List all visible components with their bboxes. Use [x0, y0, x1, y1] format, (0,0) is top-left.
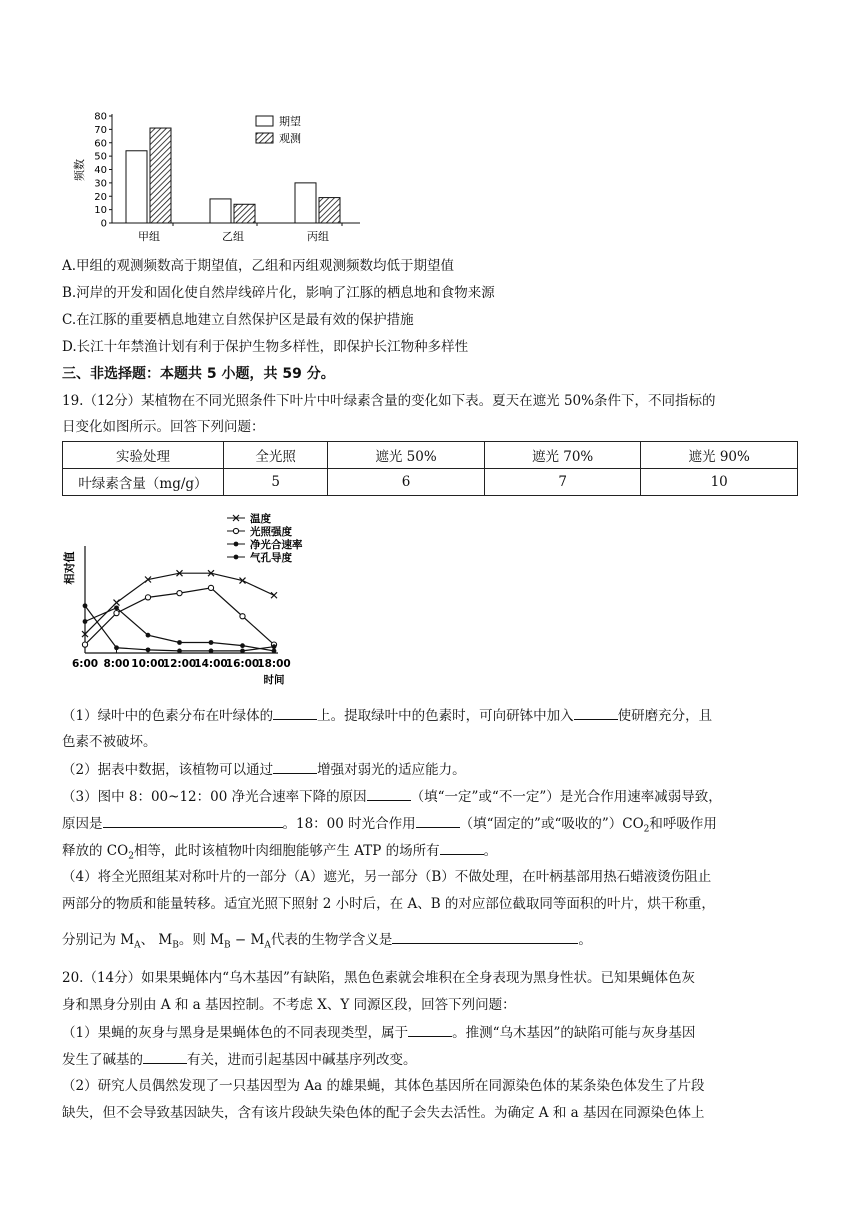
- x-tick-label: 12:00: [162, 658, 197, 670]
- text: （3）图中 8：00~12：00 净光合速率下降的原因: [62, 789, 367, 805]
- legend-marker: [234, 555, 239, 560]
- chlorophyll-table: [62, 441, 798, 496]
- legend-marker: [233, 528, 238, 533]
- q19-part1-line1: [62, 705, 712, 726]
- x-tick-label: 8:00: [103, 658, 130, 670]
- y-tick-label: 60: [94, 138, 107, 150]
- data-point: [145, 595, 150, 600]
- y-axis-label: 相对值: [63, 551, 76, 585]
- table-cell: 遮光 90%: [641, 442, 798, 469]
- option-d: D.长江十年禁渔计划有利于保护生物多样性，即保护长江物种多样性: [62, 339, 469, 355]
- legend-label: 气孔导度: [250, 552, 292, 564]
- y-tick-label: 40: [94, 165, 107, 176]
- x-tick-label: 6:00: [71, 658, 99, 670]
- text: − M: [230, 932, 265, 948]
- q20-stem-2: 身和黑身分别由 A 和 a 基因控制。不考虑 X、Y 同源区段，回答下列问题：: [62, 997, 516, 1013]
- subscript: B: [224, 940, 231, 951]
- q19-part3-line2: [62, 813, 717, 840]
- q20-part2-line1: （2）研究人员偶然发现了一只基因型为 Aa 的雄果蝇，其体色基因所在同源染色体的某条染色体发生了片段: [62, 1078, 705, 1094]
- answer-blank[interactable]: [574, 705, 618, 720]
- answer-blank[interactable]: [440, 840, 484, 855]
- table-cell: 叶绿素含量（mg/g）: [63, 469, 224, 496]
- text: 分别记为 M: [62, 932, 135, 948]
- data-point: [208, 585, 213, 590]
- table-row: [63, 469, 798, 496]
- text: 发生了碱基的: [62, 1052, 143, 1068]
- option-b: B.河岸的开发和固化使自然岸线碎片化，影响了江豚的栖息地和食物来源: [62, 285, 495, 301]
- data-point: [209, 649, 214, 654]
- x-tick-label: 甲组: [138, 230, 160, 243]
- q19-part4-line2: 两部分的物质和能量转移。适宜光照下照射 2 小时后，在 A、B 的对应部位截取同等面积的叶片，烘干称重，: [62, 896, 715, 912]
- data-point: [209, 640, 214, 645]
- x-tick-label: 丙组: [307, 230, 329, 243]
- series-line: [85, 573, 274, 634]
- text: 原因是: [62, 816, 103, 832]
- answer-blank[interactable]: [143, 1049, 187, 1064]
- y-tick-label: 10: [94, 205, 107, 217]
- legend-marker: [234, 542, 239, 547]
- text: 有关，进而引起基因中碱基序列改变。: [187, 1052, 417, 1068]
- q20-part1-line1: [62, 1022, 695, 1043]
- table-cell: 7: [484, 469, 641, 496]
- legend-label: 温度: [250, 513, 271, 525]
- table-header-row: [63, 442, 798, 469]
- line-chart: [55, 508, 325, 693]
- data-point: [114, 611, 119, 616]
- answer-blank[interactable]: [416, 813, 460, 828]
- q19-part3-line3: [62, 840, 497, 867]
- data-point: [82, 642, 87, 647]
- table-cell: 实验处理: [63, 442, 224, 469]
- answer-blank[interactable]: [273, 759, 317, 774]
- table-cell: 5: [224, 469, 328, 496]
- bar-chart: [60, 104, 380, 244]
- option-a: A.甲组的观测频数高于期望值，乙组和丙组观测频数均低于期望值: [62, 258, 455, 274]
- y-tick-label: 70: [94, 124, 107, 136]
- data-point: [114, 645, 119, 650]
- text: 和呼吸作用: [649, 816, 717, 832]
- answer-blank[interactable]: [408, 1022, 452, 1037]
- data-point: [177, 640, 182, 645]
- x-tick-label: 16:00: [225, 658, 260, 670]
- legend-swatch: [256, 133, 273, 143]
- data-point: [272, 649, 277, 654]
- data-point: [83, 619, 88, 624]
- x-axis-label: 时间: [263, 674, 285, 686]
- x-tick-label: 10:00: [131, 658, 165, 670]
- text: 。18：00 时光合作用: [282, 816, 416, 832]
- data-point: [177, 649, 182, 654]
- q19-part3-line1: [62, 786, 722, 807]
- q19-part4-line1: （4）将全光照组某对称叶片的一部分（A）遮光，另一部分（B）不做处理，在叶柄基部用热石蜡液烫伤阻止: [62, 869, 712, 885]
- answer-blank[interactable]: [103, 813, 283, 828]
- text: 。: [578, 932, 592, 948]
- section-title: 三、非选择题：本题共 5 小题，共 59 分。: [62, 366, 335, 382]
- text: （2）据表中数据，该植物可以通过: [62, 762, 274, 778]
- bar: [295, 183, 316, 223]
- legend-swatch: [256, 116, 273, 126]
- y-tick-label: 50: [94, 151, 107, 163]
- data-point: [240, 614, 245, 619]
- answer-blank[interactable]: [273, 705, 317, 720]
- bar: [126, 151, 147, 223]
- q19-stem-2: 日变化如图所示。回答下列问题：: [62, 419, 265, 435]
- text: 上。提取绿叶中的色素时，可向研钵中加入: [317, 708, 574, 724]
- table-cell: 全光照: [224, 442, 328, 469]
- data-point: [240, 643, 245, 648]
- data-point: [114, 600, 120, 606]
- text: 。则 M: [178, 932, 224, 948]
- subscript: 2: [643, 824, 650, 835]
- data-point: [114, 605, 119, 610]
- table-cell: 遮光 70%: [484, 442, 641, 469]
- legend-label: 观测: [279, 132, 301, 145]
- y-tick-label: 30: [94, 178, 107, 190]
- legend-label: 光照强度: [250, 526, 292, 538]
- bar: [210, 199, 231, 223]
- y-axis-label: 频数: [73, 159, 86, 181]
- data-point: [177, 591, 182, 596]
- text: 相等，此时该植物叶肉细胞能够产生 ATP 的场所有: [133, 843, 440, 859]
- q19-part2: [62, 759, 466, 780]
- q20-part2-line2: 缺失，但不会导致基因缺失，含有该片段缺失染色体的配子会失去活性。为确定 A 和 a 基因在同源染色体上: [62, 1105, 705, 1121]
- text: 。: [483, 843, 498, 859]
- data-point: [240, 649, 245, 654]
- x-tick-label: 18:00: [257, 658, 291, 670]
- bar: [234, 204, 255, 223]
- table-cell: 10: [641, 469, 798, 496]
- text: （填“固定的”或“吸收的”）CO: [459, 816, 644, 832]
- subscript: 2: [128, 851, 134, 862]
- legend-label: 期望: [279, 115, 301, 128]
- answer-blank[interactable]: [367, 786, 411, 801]
- q19-part1-line2: 色素不被破坏。: [62, 734, 157, 750]
- text: 使研磨充分，且: [617, 708, 713, 724]
- text: （填“一定”或“不一定”）是光合作用速率减弱导致，: [410, 789, 722, 805]
- table-cell: 6: [328, 469, 485, 496]
- bar: [319, 198, 340, 223]
- y-tick-label: 80: [94, 111, 107, 123]
- bar: [150, 128, 171, 223]
- q19-stem-1: 19.（12分）某植物在不同光照条件下叶片中叶绿素含量的变化如下表。夏天在遮光 50%条件下，不同指标的: [62, 393, 716, 409]
- text: （1）绿叶中的色素分布在叶绿体的: [62, 708, 274, 724]
- answer-blank[interactable]: [392, 929, 578, 944]
- legend-label: 净光合速率: [250, 539, 303, 551]
- y-tick-label: 20: [94, 191, 107, 203]
- text: 、 M: [140, 932, 173, 948]
- text: 释放的 CO: [62, 843, 129, 859]
- data-point: [272, 644, 277, 649]
- text: 代表的生物学含义是: [270, 932, 393, 948]
- data-point: [83, 603, 88, 608]
- data-point: [146, 647, 151, 652]
- q20-part1-line2: [62, 1049, 417, 1070]
- subscript: A: [134, 940, 141, 951]
- y-tick-label: 0: [100, 218, 107, 230]
- table-cell: 遮光 50%: [328, 442, 485, 469]
- data-point: [271, 592, 277, 598]
- text: 增强对弱光的适应能力。: [317, 762, 466, 778]
- option-c: C.在江豚的重要栖息地建立自然保护区是最有效的保护措施: [62, 312, 414, 328]
- subscript: B: [172, 940, 179, 951]
- x-tick-label: 14:00: [194, 658, 228, 670]
- q20-stem-1: 20.（14分）如果果蝇体内“乌木基因”有缺陷，黑色色素就会堆积在全身表现为黑身性状。已知果蝇体色灰: [62, 970, 695, 986]
- text: （1）果蝇的灰身与黑身是果蝇体色的不同表现类型，属于: [62, 1025, 409, 1041]
- subscript: A: [264, 940, 271, 951]
- data-point: [146, 633, 151, 638]
- q19-part4-line3: [62, 929, 592, 956]
- text: 。推测“乌木基因”的缺陷可能与灰身基因: [452, 1025, 696, 1041]
- x-tick-label: 乙组: [222, 230, 244, 243]
